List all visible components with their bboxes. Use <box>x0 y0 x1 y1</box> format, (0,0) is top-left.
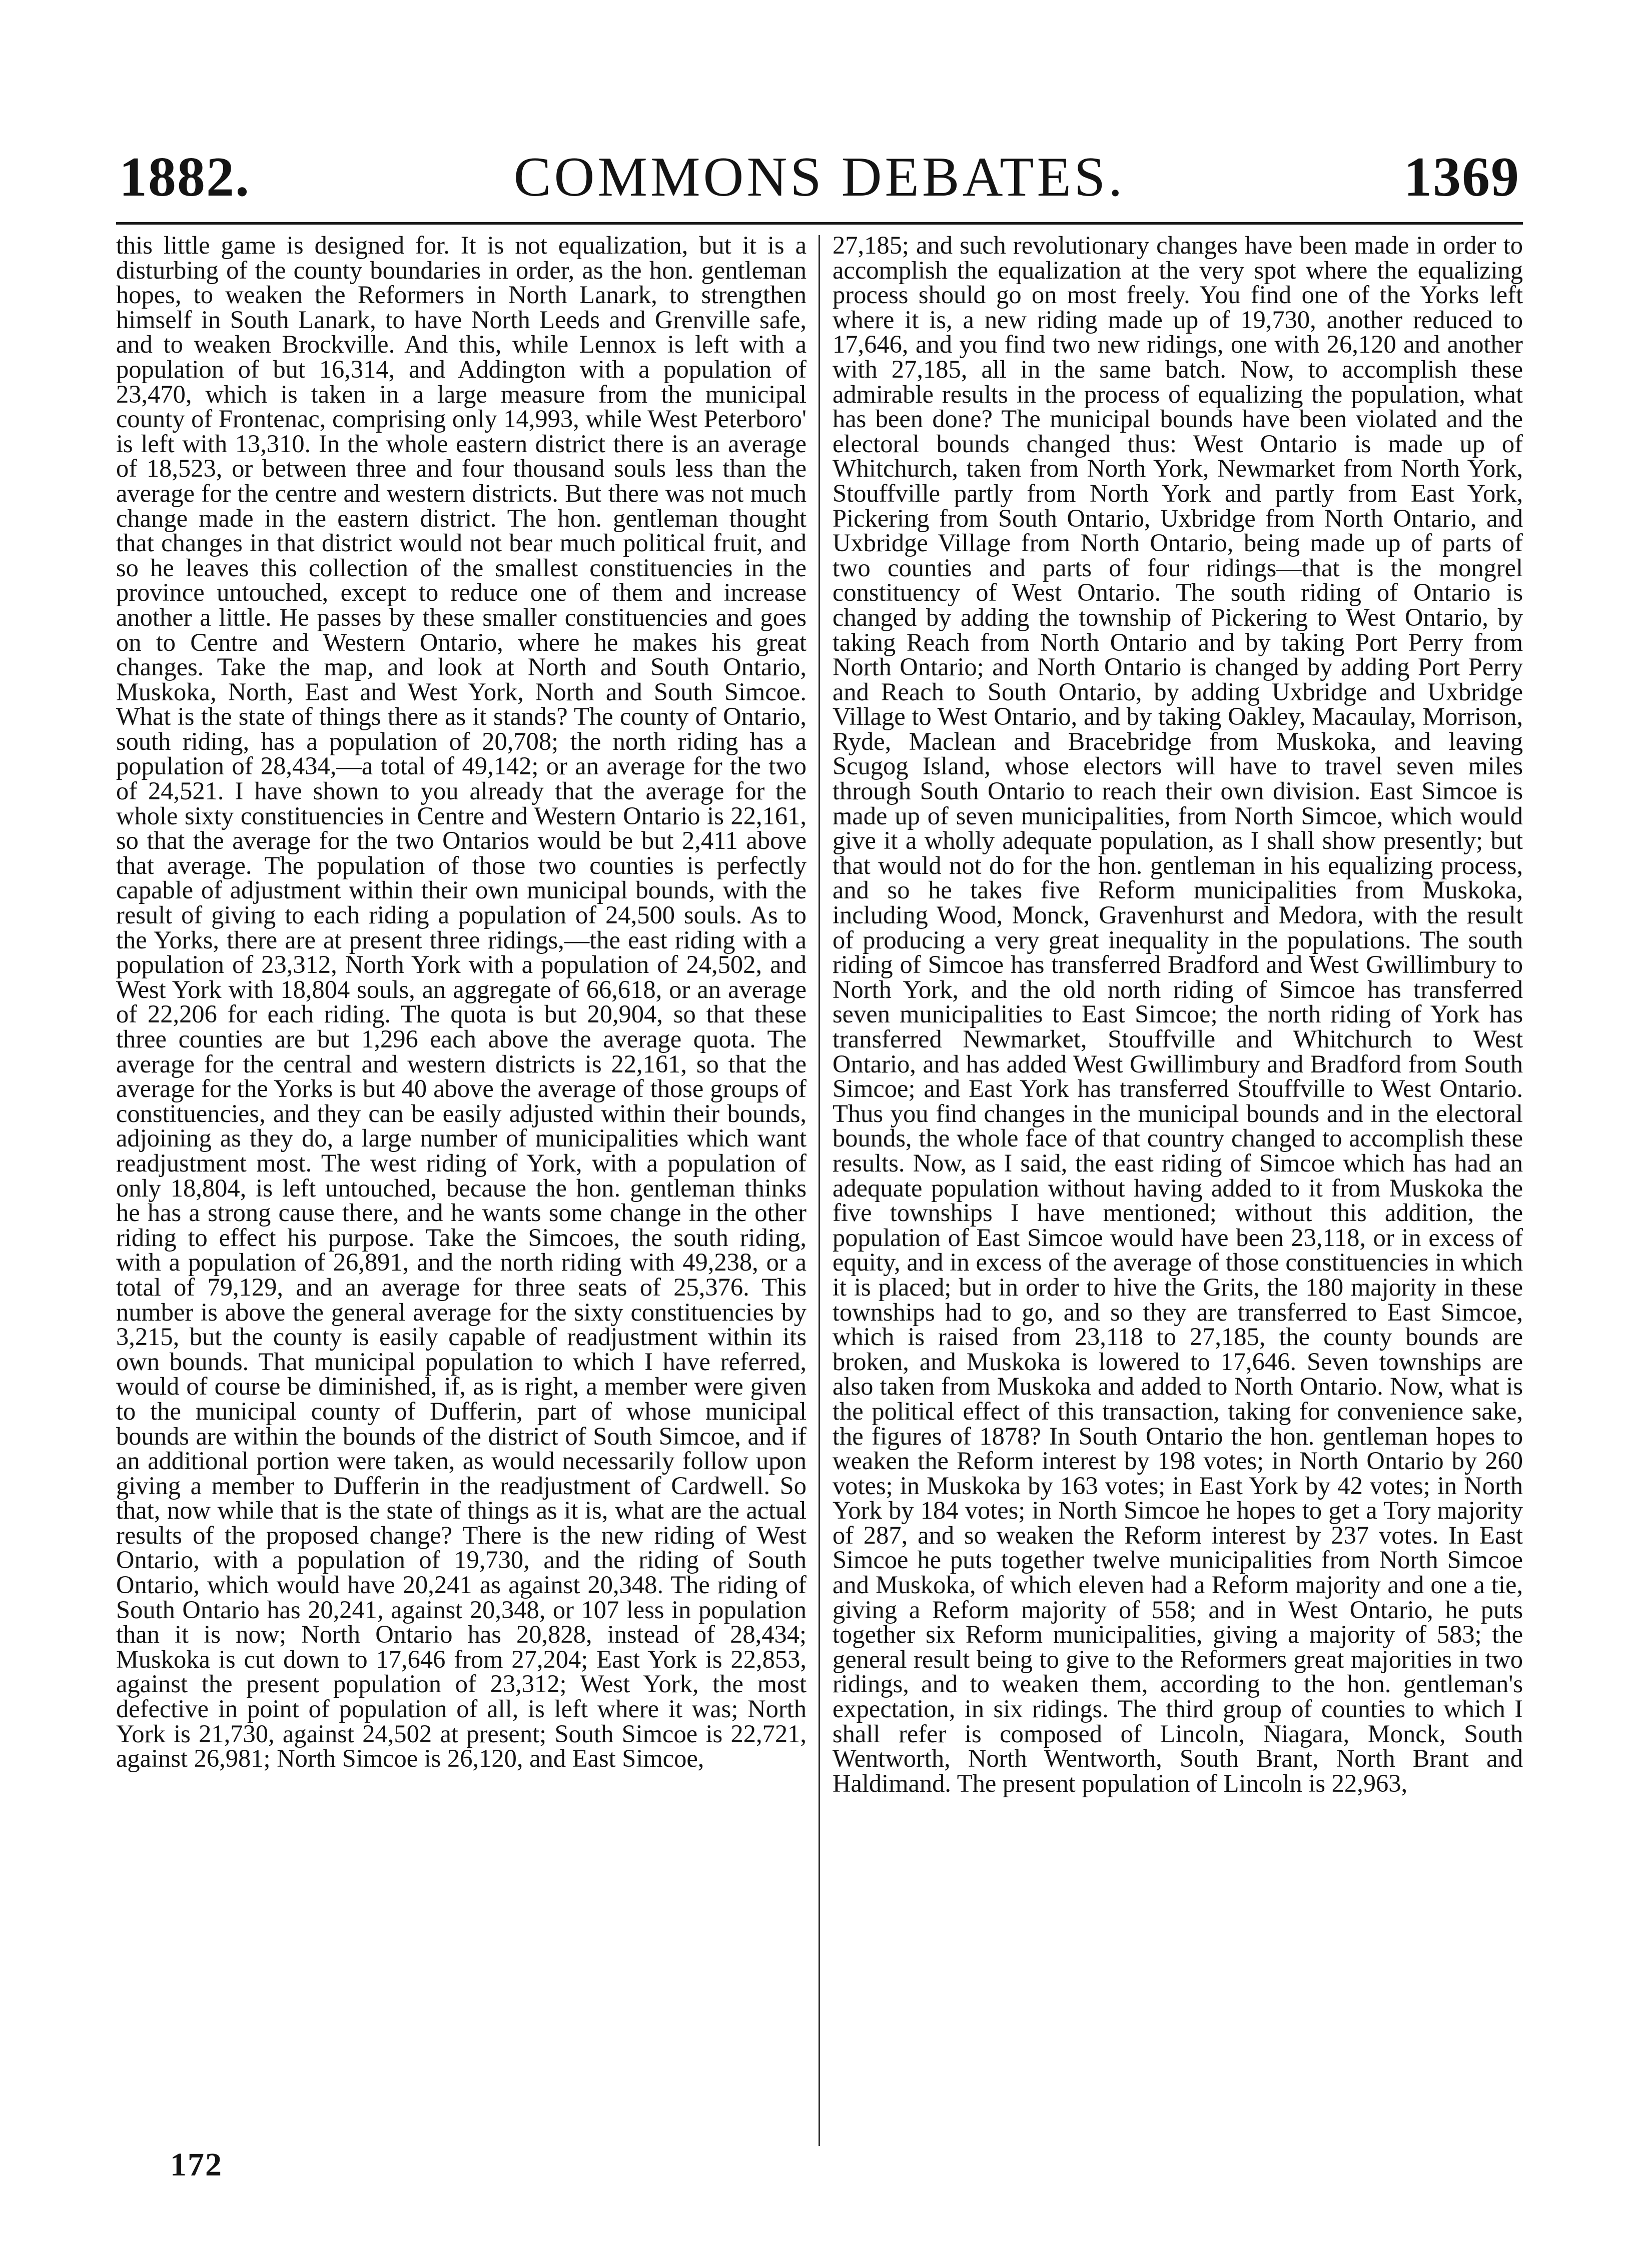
right-column-text: 27,185; and such revolutionary changes have been made in order to accomplish the equalization at the very spot where the equalizing process should go on most freely. You find one of the Yorks left where it is, a new riding made up of 19,730, another reduced to 17,646, and you find two new ridings, one with 26,120 and another with 27,185, all in the same batch. Now, to accomplish these admirable results in the process of equalizing the population, what has been done? The municipal bounds have been violated and the electoral bounds changed thus: West Ontario is made up of Whitchurch, taken from North York, Newmarket from North York, Stouffville partly from North York and partly from East York, Pickering from South Ontario, Uxbridge from North Ontario, and Uxbridge Village from North Ontario, being made up of parts of two counties and parts of four ridings—that is the mongrel constituency of West Ontario. The south riding of Ontario is changed by adding the township of Pickering to West Ontario, by taking Reach from North Ontario and by taking Port Perry from North Ontario; and North Ontario is changed by adding Port Perry and Reach to South Ontario, by adding Uxbridge and Uxbridge Village to West Ontario, and by taking Oakley, Macaulay, Morrison, Ryde, Maclean and Bracebridge from Muskoka, and leaving Scugog Island, whose electors will have to travel seven miles through South Ontario to reach their own division. East Simcoe is made up of seven municipalities, from North Simcoe, which would give it a wholly adequate population, as I shall show presently; but that would not do for the hon. gentleman in his equalizing process, and so he takes five Reform municipalities from Muskoka, including Wood, Monck, Gravenhurst and Medora, with the result of producing a very great inequality in the populations. The south riding of Simcoe has transferred Bradford and West Gwillimbury to North York, and the old north riding of Simcoe has transferred seven municipalities to East Simcoe; the north riding of York has transferred Newmarket, Stouffville and Whitchurch to West Ontario, and has added West Gwillimbury and Bradford from South Simcoe; and East York has transferred Stouffville to West Ontario. Thus you find changes in the municipal bounds and in the electoral bounds, the whole face of that country changed to accomplish these results. Now, as I said, the east riding of Simcoe which has had an adequate population without having added to it from Muskoka the five townships I have mentioned; without this addition, the population of East Simcoe would have been 23,118, or in excess of equity, and in excess of the average of those constituencies in which it is placed; but in order to hive the Grits, the 180 majority in these townships had to go, and so they are transferred to East Simcoe, which is raised from 23,118 to 27,185, the county bounds are broken, and Muskoka is lowered to 17,646. Seven townships are also taken from Muskoka and added to North Ontario. Now, what is the political effect of this transaction, taking for convenience sake, the figures of 1878? In South Ontario the hon. gentleman hopes to weaken the Reform interest by 198 votes; in North Ontario by 260 votes; in Muskoka by 163 votes; in East York by 42 votes; in North York by 184 votes; in North Simcoe he hopes to get a Tory majority of 287, and so weaken the Reform interest by 237 votes. In East Simcoe he puts together twelve municipalities from North Simcoe and Muskoka, of which eleven had a Reform majority and one a tie, giving a Reform majority of 558; and in West Ontario, he puts together six Reform municipalities, giving a majority of 583; the general result being to give to the Reformers great majorities in two ridings, and to weaken them, according to the hon. gentleman's expectation, in six ridings. The third group of counties to which I shall refer is composed of Lincoln, Niagara, Monck, South Wentworth, North Wentworth, South Brant, North Brant and Haldimand. The present population of Lincoln is 22,963, <box>833 233 1523 1797</box>
right-column <box>833 233 1523 2149</box>
left-column-text: this little game is designed for. It is not equalization, but it is a disturbing of the county boundaries in order, as the hon. gentleman hopes, to weaken the Reformers in North Lanark, to strengthen himself in South Lanark, to have North Leeds and Grenville safe, and to weaken Brockville. And this, while Lennox is left with a population of but 16,314, and Addington with a population of 23,470, which is taken in a large measure from the municipal county of Frontenac, comprising only 14,993, while West Peterboro' is left with 13,310. In the whole eastern district there is an average of 18,523, or between three and four thousand souls less than the average for the centre and western districts. But there was not much change made in the eastern district. The hon. gentleman thought that changes in that district would not bear much political fruit, and so he leaves this collection of the smallest constituencies in the province untouched, except to reduce one of them and increase another a little. He passes by these smaller constituencies and goes on to Centre and Western Ontario, where he makes his great changes. Take the map, and look at North and South Ontario, Muskoka, North, East and West York, North and South Simcoe. What is the state of things there as it stands? The county of Ontario, south riding, has a population of 20,708; the north riding has a population of 28,434,—a total of 49,142; or an average for the two of 24,521. I have shown to you already that the average for the whole sixty constituencies in Centre and Western Ontario is 22,161, so that the average for the two Ontarios would be but 2,411 above that average. The population of those two counties is perfectly capable of adjustment within their own municipal bounds, with the result of giving to each riding a population of 24,500 souls. As to the Yorks, there are at present three ridings,—the east riding with a population of 23,312, North York with a population of 24,502, and West York with 18,804 souls, an aggregate of 66,618, or an average of 22,206 for each riding. The quota is but 20,904, so that these three counties are but 1,296 each above the average quota. The average for the central and western districts is 22,161, so that the average for the Yorks is but 40 above the average of those groups of constituencies, and they can be easily adjusted within their bounds, adjoining as they do, a large number of municipalities which want readjustment most. The west riding of York, with a population of only 18,804, is left untouched, because the hon. gentleman thinks he has a strong cause there, and he wants some change in the other riding to effect his purpose. Take the Simcoes, the south riding, with a population of 26,891, and the north riding with 49,238, or a total of 79,129, and an average for three seats of 25,376. This number is above the general average for the sixty constituencies by 3,215, but the county is easily capable of readjustment within its own bounds. That municipal population to which I have referred, would of course be diminished, if, as is right, a member were given to the municipal county of Dufferin, part of whose municipal bounds are within the bounds of the district of South Simcoe, and if an additional portion were taken, as would necessarily follow upon giving a member to Dufferin in the readjustment of Cardwell. So that, now while that is the state of things as it is, what are the actual results of the proposed change? There is the new riding of West Ontario, with a population of 19,730, and the riding of South Ontario, which would have 20,241 as against 20,348. The riding of South Ontario has 20,241, against 20,348, or 107 less in population than it is now; North Ontario has 20,828, instead of 28,434; Muskoka is cut down to 17,646 from 27,204; East York is 22,853, against the present population of 23,312; West York, the most defective in point of population of all, is left where it was; North York is 21,730, against 24,502 at present; South Simcoe is 22,721, against 26,981; North Simcoe is 26,120, and East Simcoe, <box>116 233 806 1773</box>
signature-mark: 172 <box>170 2146 223 2183</box>
header-rule <box>116 222 1523 225</box>
page-header <box>119 145 1520 215</box>
header-year: 1882. <box>119 146 250 208</box>
column-divider <box>819 235 820 2146</box>
header-page-number: 1369 <box>1404 146 1520 208</box>
left-column <box>116 233 806 2149</box>
header-title: COMMONS DEBATES. <box>513 146 1126 208</box>
